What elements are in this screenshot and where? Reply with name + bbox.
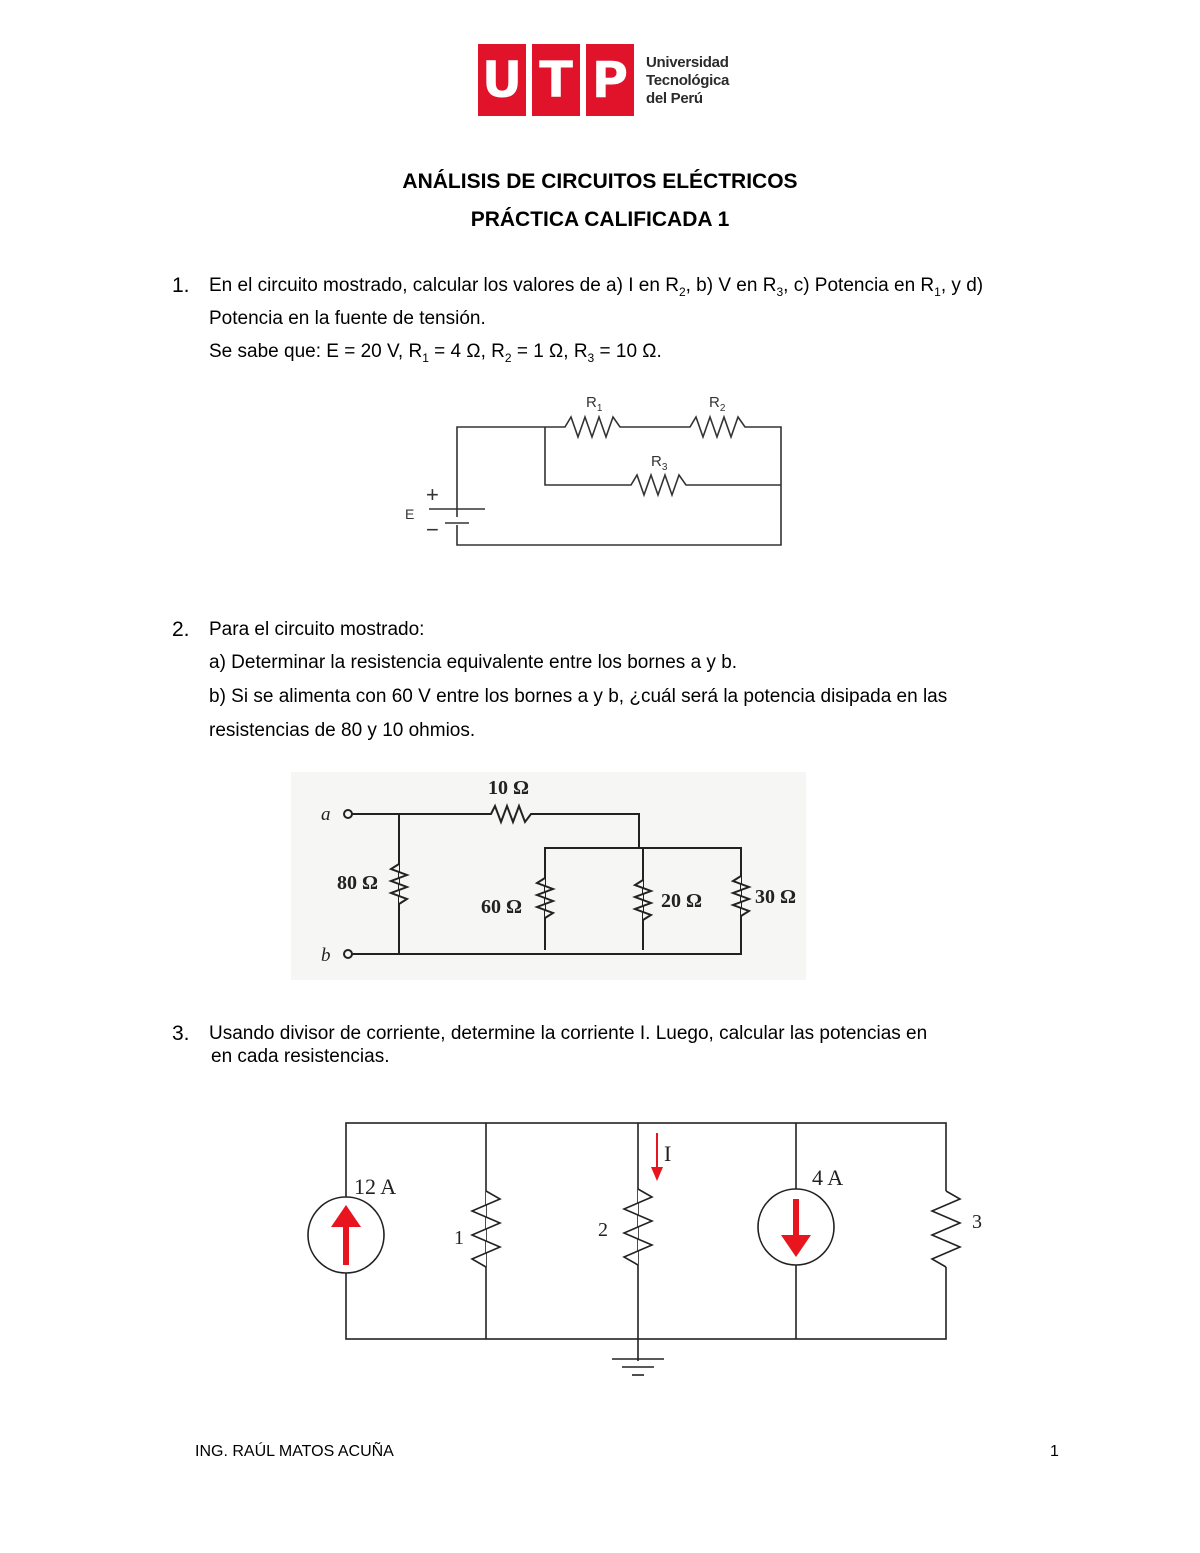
logo-wordmark <box>646 54 729 108</box>
r2-value-label: 2 <box>598 1219 608 1241</box>
logo-line-3: del Perú <box>646 90 703 107</box>
r1-zigzag <box>472 1191 500 1267</box>
r2-zigzag <box>624 1189 652 1265</box>
circuit-1-main-loop <box>457 417 781 545</box>
question-3-number: 3. <box>172 1022 190 1045</box>
question-1-line-1: En el circuito mostrado, calcular los valores de a) I en $R_2$, b) V en $R_3$, c) Potencia en $R_1$, y d) <box>209 275 984 299</box>
source-e-label: E <box>405 506 415 522</box>
current-i-arrow-icon <box>651 1133 663 1181</box>
r1-value-label: 1 <box>454 1227 464 1249</box>
current-i-label: I <box>664 1141 672 1166</box>
question-1-line-2: Potencia en la fuente de tensión. <box>209 308 486 329</box>
question-2-number: 2. <box>172 618 190 641</box>
document-title: ANÁLISIS DE CIRCUITOS ELÉCTRICOS <box>402 170 798 193</box>
r80-label: 80 Ω <box>337 872 379 894</box>
question-2-line-3: b) Si se alimenta con 60 V entre los bornes a y b, ¿cuál será la potencia disipada en las <box>209 686 948 707</box>
utp-logo <box>478 44 728 116</box>
r60-label: 60 Ω <box>481 896 523 918</box>
circuit-1-diagram <box>395 385 795 555</box>
circuit-3-diagram <box>300 1095 990 1385</box>
logo-line-1: Universidad <box>646 54 729 71</box>
r30-label: 30 Ω <box>755 886 797 908</box>
logo-letter-p: P <box>586 44 634 116</box>
minus-sign: − <box>426 517 439 542</box>
r2-label: $R_2$ <box>709 394 726 414</box>
r3-zigzag <box>932 1191 960 1267</box>
footer-author: ING. RAÚL MATOS ACUÑA <box>195 1443 394 1460</box>
footer-page-number: 1 <box>1050 1443 1059 1460</box>
circuit-3-frame <box>346 1123 946 1339</box>
logo-line-2: Tecnológica <box>646 72 730 89</box>
question-3-line-2: en cada resistencias. <box>211 1046 390 1067</box>
circuit-2-diagram <box>291 772 806 980</box>
r10-label: 10 Ω <box>488 777 530 799</box>
source-4a-label: 4 A <box>812 1165 844 1190</box>
r1-label: $R_1$ <box>586 394 603 414</box>
question-3-line-1: Usando divisor de corriente, determine la corriente I. Luego, calcular las potencias en <box>209 1023 928 1044</box>
question-2-line-4: resistencias de 80 y 10 ohmios. <box>209 720 476 741</box>
terminal-b-label: b <box>321 945 331 966</box>
question-2-line-1: Para el circuito mostrado: <box>209 619 425 640</box>
r3-label: $R_3$ <box>651 453 668 473</box>
r20-label: 20 Ω <box>661 890 703 912</box>
document-subtitle: PRÁCTICA CALIFICADA 1 <box>470 208 730 231</box>
r3-value-label: 3 <box>972 1211 982 1233</box>
circuit-1-r3-branch <box>545 427 781 495</box>
logo-letter-u: U <box>478 44 526 116</box>
question-1-number: 1. <box>172 274 190 297</box>
source-12a-label: 12 A <box>354 1174 397 1199</box>
terminal-a-label: a <box>321 804 331 825</box>
plus-sign: + <box>426 482 439 507</box>
question-1-line-3: Se sabe que: E = 20 V, $R_1 = 4$ Ω, $R_2 = 1$ Ω, $R_3 = 10$ Ω. <box>209 341 662 365</box>
question-2-line-2: a) Determinar la resistencia equivalente entre los bornes a y b. <box>209 652 738 673</box>
logo-letter-t: T <box>532 44 580 116</box>
